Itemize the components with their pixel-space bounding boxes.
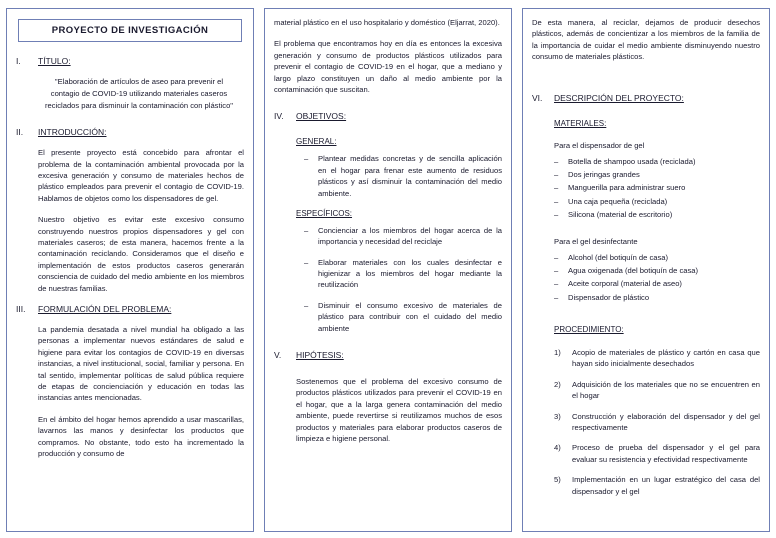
- section-heading: FORMULACIÓN DEL PROBLEMA:: [38, 303, 172, 314]
- list-item: – Alcohol (del botiquín de casa): [554, 252, 760, 263]
- objetivo-general-list: [304, 153, 502, 199]
- page-title: PROYECTO DE INVESTIGACIÓN: [18, 19, 242, 42]
- procedimiento-heading: PROCEDIMIENTO:: [554, 325, 624, 335]
- section-number: IV.: [274, 111, 284, 122]
- section-heading: INTRODUCCIÓN:: [38, 127, 107, 138]
- list-item: – Botella de shampoo usada (reciclada): [554, 156, 760, 167]
- disinfectant-label: Para el gel desinfectante: [554, 236, 638, 246]
- materiales-heading: MATERIALES:: [554, 118, 607, 128]
- section-formulacion: [16, 304, 244, 314]
- project-title-quote: "Elaboración de artículos de aseo para prevenir el contagio de COVID-19 utilizando materiales caseros reciclados para disminuir la contaminación con plástico": [45, 77, 233, 110]
- section-number: V.: [274, 350, 282, 361]
- objetivos-especificos-list: [304, 225, 502, 334]
- gel-dispenser-label: Para el dispensador de gel: [554, 140, 645, 150]
- disinfectant-materials-list: [554, 252, 760, 304]
- list-item: – Dispensador de plástico: [554, 292, 760, 303]
- section-heading: DESCRIPCIÓN DEL PROYECTO:: [554, 92, 684, 103]
- section-number: II.: [16, 127, 24, 138]
- list-item: – Una caja pequeña (reciclada): [554, 196, 760, 207]
- list-item: – Agua oxigenada (del botiquín de casa): [554, 265, 760, 276]
- list-item: – Disminuir el consumo excesivo de materiales de plástico para contribuir con el cuidado del medio ambiente: [304, 300, 502, 334]
- section-titulo: [16, 56, 244, 66]
- problem-paragraph-1: La pandemia desatada a nivel mundial ha obligado a las personas a implementar nuevos estándares de salud e higiene para evitar los contagios de COVID-19 en diversas instancias, a nivel institucional, social, familiar y persona. En tal sentido, implementar políticas de salud pública requiere de etapas de concienciación y educación en todas las instancias antes mencionadas.: [38, 324, 244, 403]
- list-item: Construcción y elaboración del dispensador y del gel respectivamente: [572, 411, 760, 433]
- intro-paragraph-1: El presente proyecto está concebido para afrontar el problema de la contaminación ambiental provocada por la excesiva generación y consumo de materiales hechos de plástico empleados para prevenir el contagio de COVID-19. Hablamos de objetos como los dispensadores de gel.: [38, 148, 244, 203]
- list-item: Implementación en un lugar estratégico del casa del dispensador y el gel: [572, 475, 760, 496]
- hypothesis-paragraph: Sostenemos que el problema del excesivo consumo de productos plásticos utilizados para prevenir el COVID-19 en el hogar, que a la larga genera contaminación del medio ambiente, puede revertirse si reutilizamos muchos de esos productos y materiales para elaborar productos caseros de limpieza e higiene personal.: [296, 377, 502, 443]
- section-objetivos: [274, 111, 502, 121]
- section-number: I.: [16, 56, 21, 66]
- list-item: – Dos jeringas grandes: [554, 169, 760, 180]
- section-heading: HIPÓTESIS:: [296, 350, 344, 361]
- continuation-paragraph-1: material plástico en el uso hospitalario y doméstico (Eljarrat, 2020).: [274, 18, 500, 27]
- section-number: VI.: [532, 92, 543, 103]
- procedimiento-list: [554, 347, 760, 497]
- list-item: – Silicona (material de escritorio): [554, 209, 760, 220]
- list-item: – Concienciar a los miembros del hogar acerca de la importancia y necesidad del reciclaje: [304, 225, 502, 248]
- intro-paragraph-2: Nuestro objetivo es evitar este excesivo consumo construyendo nuestros propios dispensadores y gel con materiales caseros; de esta manera, hacemos frente a la contaminación reciclando. Consideramos que el diseño e implementación de estos productos caseros generarán consciencia de cuidado del medio ambiente en los miembros de nuestras familias.: [38, 215, 244, 293]
- list-item: – Elaborar materiales con los cuales desinfectar e higienizar a los miembros del hogar mediante la reutilización: [304, 257, 502, 291]
- continuation-paragraph-2: El problema que encontramos hoy en día es entonces la excesiva generación y consumo de productos plásticos utilizados para prevenir el contagio de COVID-19 en el hogar, que a mediano y largo plazo constituyen un daño al medio ambiente por la contaminación que suscitan.: [274, 39, 502, 94]
- section-descripcion: [532, 93, 760, 103]
- column-3: [522, 8, 770, 532]
- problem-paragraph-2: En el ámbito del hogar hemos aprendido a usar mascarillas, lavarnos las manos y desinfectar los productos que compramos. No obstante, todo esto ha incrementado la producción y consumo de: [38, 414, 244, 458]
- column-1: [6, 8, 254, 532]
- list-item: Acopio de materiales de plástico y cartón en casa que hayan sido inicialmente desechados: [572, 348, 760, 369]
- column-2: [264, 8, 512, 532]
- section-hipotesis: [274, 350, 502, 360]
- section-heading: OBJETIVOS:: [296, 111, 347, 122]
- list-item: – Aceite corporal (material de aseo): [554, 278, 760, 289]
- objetivos-especificos-heading: ESPECÍFICOS:: [296, 208, 353, 218]
- gel-dispenser-materials-list: [554, 156, 760, 221]
- list-item: – Manguerilla para administrar suero: [554, 182, 760, 193]
- section-heading: TÍTULO:: [38, 56, 71, 66]
- section-number: III.: [16, 303, 26, 314]
- list-item: Proceso de prueba del dispensador y el gel para evaluar su resistencia y efectividad respectivamente: [572, 443, 760, 464]
- list-item: – Plantear medidas concretas y de sencilla aplicación en el hogar para frenar este aumento de residuos plásticos y así disminuir la contaminación del medio ambiente.: [304, 153, 502, 199]
- objetivo-general-heading: GENERAL:: [296, 137, 337, 147]
- column3-intro-paragraph: De esta manera, al reciclar, dejamos de producir desechos plásticos, además de concientizar a los miembros de la familia de la importancia de cuidar el medio ambiente disminuyendo nuestro consumo de materiales plásticos.: [532, 18, 760, 62]
- section-introduccion: [16, 127, 244, 137]
- list-item: Adquisición de los materiales que no se encuentren en el hogar: [572, 379, 760, 401]
